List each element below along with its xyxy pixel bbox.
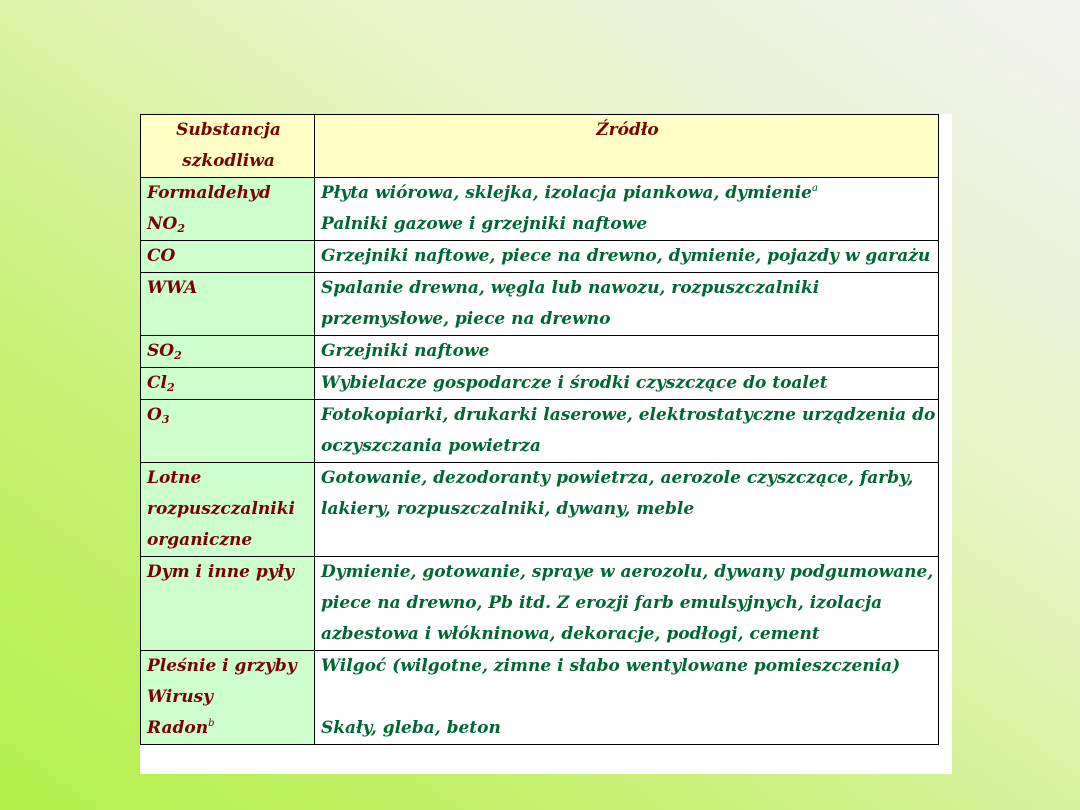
header-source-label: Źródło [596,120,659,140]
substance-line [147,368,310,399]
source-text: Wilgoć (wilgotne, zimne i słabo wentylowane pomieszczenia) [321,656,901,676]
source-text: lakiery, rozpuszczalniki, dywany, meble [321,499,695,519]
source-line [321,619,934,650]
source-text: Gotowanie, dezodoranty powietrza, aerozole czyszczące, farby, [321,468,914,488]
source-text: Skały, gleba, beton [321,718,501,738]
source-line [321,336,934,367]
substance-cell [141,557,315,651]
substance-cell [141,273,315,336]
source-line [321,209,934,240]
substance-text: O [147,405,162,425]
subscript: 2 [177,222,186,235]
source-text: Spalanie drewna, węgla lub nawozu, rozpuszczalniki [321,278,820,298]
table-row [141,273,939,336]
substance-line [147,209,310,240]
table-row [141,368,939,400]
table-row [141,557,939,651]
source-line [321,241,934,272]
table-row [141,463,939,557]
substance-cell [141,368,315,400]
slide-sheet [140,114,952,774]
source-text: przemysłowe, piece na drewno [321,309,611,329]
source-text: piece na drewno, Pb itd. Z erozji farb emulsyjnych, izolacja [321,593,883,613]
footnote-mark: a [811,183,818,194]
source-line [321,588,934,619]
table-row [141,651,939,745]
header-substance-line: Substancja [176,120,281,140]
source-cell [315,368,939,400]
substance-text: Pleśnie i grzyby [147,656,297,676]
source-line [321,651,934,682]
header-substance [141,115,315,178]
substance-text: SO [147,341,175,361]
substance-line [147,713,310,744]
substance-text: organiczne [147,530,253,550]
substance-cell [141,241,315,273]
source-cell [315,400,939,463]
source-line [321,400,934,431]
table-row [141,336,939,368]
source-line [321,273,934,304]
header-source [315,115,939,178]
substance-line [147,525,310,556]
source-line [321,494,934,525]
substance-text: Cl [147,373,167,393]
substance-cell [141,336,315,368]
substance-text: WWA [147,278,198,298]
subscript: 2 [167,381,175,394]
source-line [321,304,934,335]
substance-text: Radon [147,718,209,738]
source-line [321,431,934,462]
substance-line [147,178,310,209]
substance-cell [141,651,315,745]
source-text: Palniki gazowe i grzejniki naftowe [321,214,648,234]
pollutant-sources-table [140,114,939,745]
footnote-mark: b [208,718,215,729]
substance-line [147,494,310,525]
source-cell [315,241,939,273]
source-cell [315,651,939,745]
substance-line [147,336,310,367]
header-substance-line: szkodliwa [182,151,275,171]
subscript: 2 [174,349,182,362]
subscript: 3 [161,413,170,426]
table-body [141,178,939,745]
substance-cell [141,178,315,241]
table-row [141,241,939,273]
source-cell [315,178,939,241]
source-line [321,368,934,399]
source-text: Płyta wiórowa, sklejka, izolacja piankowa, dymienie [321,183,812,203]
source-line [321,178,934,209]
substance-line [147,682,310,713]
substance-line [147,241,310,272]
source-line [321,713,934,744]
substance-text: Formaldehyd [147,183,271,203]
source-text: Grzejniki naftowe, piece na drewno, dymienie, pojazdy w garażu [321,246,931,266]
blank-line [321,682,934,713]
source-line [321,463,934,494]
source-text: oczyszczania powietrza [321,436,541,456]
substance-line [147,400,310,431]
substance-line [147,557,310,588]
source-text: Dymienie, gotowanie, spraye w aerozolu, dywany podgumowane, [321,562,934,582]
substance-cell [141,463,315,557]
table-row [141,178,939,241]
source-cell [315,336,939,368]
substance-text: Lotne [147,468,202,488]
source-text: azbestowa i włókninowa, dekoracje, podłogi, cement [321,624,820,644]
substance-line [147,463,310,494]
source-text: Grzejniki naftowe [321,341,490,361]
source-cell [315,463,939,557]
substance-line [147,273,310,304]
source-cell [315,273,939,336]
substance-line [147,651,310,682]
source-cell [315,557,939,651]
table-row [141,400,939,463]
substance-text: rozpuszczalniki [147,499,295,519]
source-text: Fotokopiarki, drukarki laserowe, elektrostatyczne urządzenia do [321,405,936,425]
substance-text: CO [147,246,176,266]
table-header-row [141,115,939,178]
substance-cell [141,400,315,463]
substance-text: Wirusy [147,687,214,707]
substance-text: Dym i inne pyły [147,562,294,582]
source-line [321,557,934,588]
source-text: Wybielacze gospodarcze i środki czyszczące do toalet [321,373,828,393]
substance-text: NO [147,214,178,234]
